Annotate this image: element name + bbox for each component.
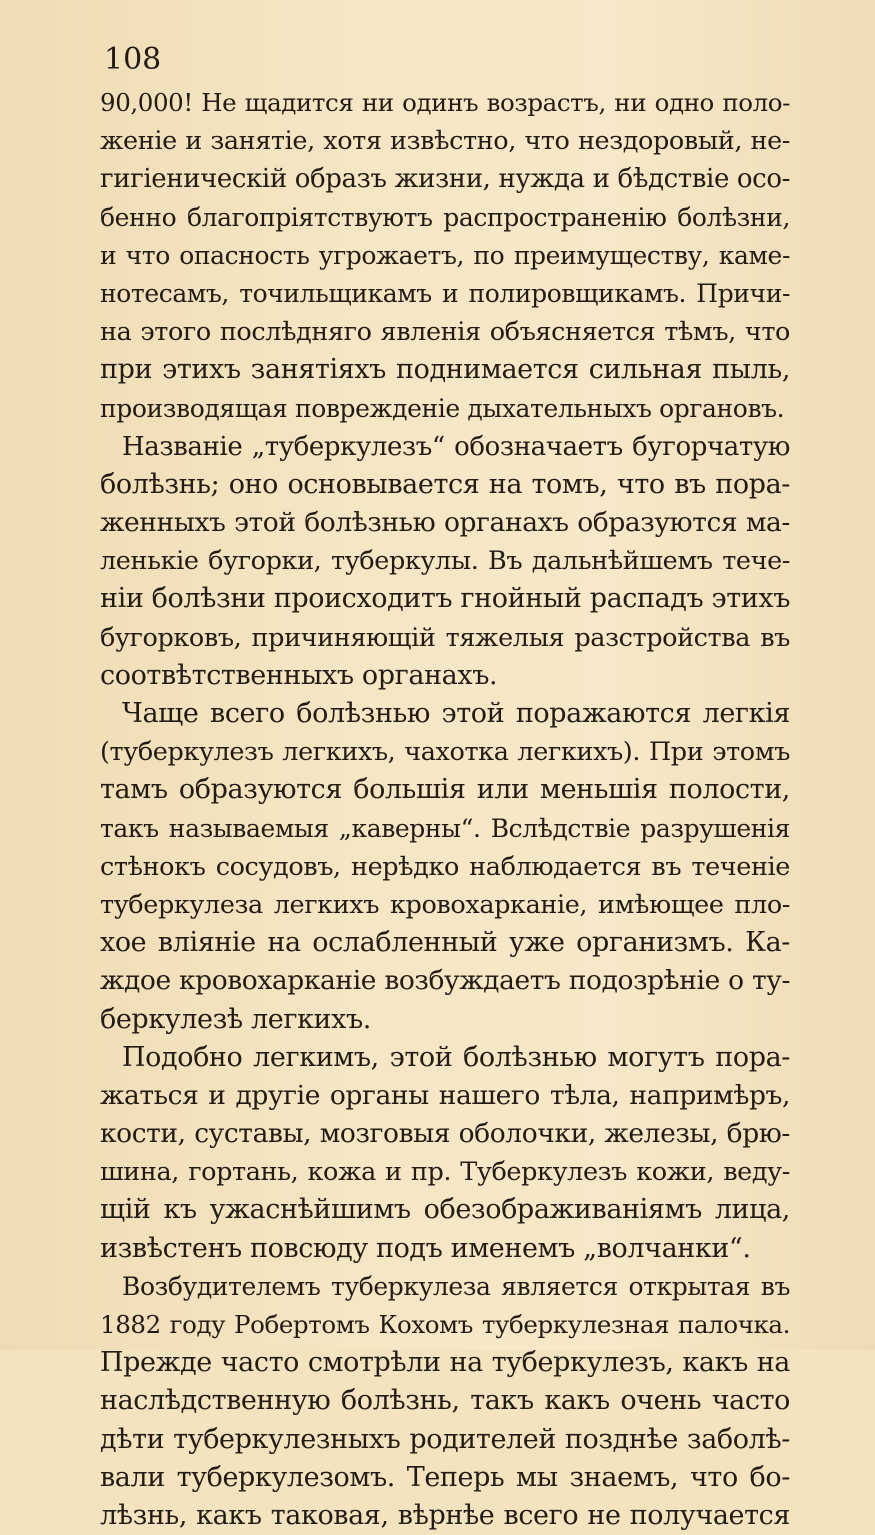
text-line: бугорковъ, причиняющій тяжелыя разстройства въ [100, 622, 790, 653]
text-line: гигіеническій образъ жизни, нужда и бѣдствіе осо- [100, 164, 790, 195]
text-line: нотесамъ, точильщикамъ и полировщикамъ. Причи- [100, 278, 790, 308]
text-line: туберкулеза легкихъ кровохарканіе, имѣющее пло- [100, 889, 790, 920]
text-line: 1882 году Робертомъ Кохомъ туберкулезная палочка. [100, 1310, 790, 1339]
text-line: наслѣдственную болѣзнь, такъ какъ очень часто [100, 1385, 790, 1417]
text-line: бенно благопріятствуютъ распространенію болѣзни, [100, 202, 790, 232]
text-line: жаться и другіе органы нашего тѣла, напримѣръ, [100, 1079, 790, 1111]
text-line: кости, суставы, мозговыя оболочки, железы, брю- [100, 1118, 790, 1150]
text-line: на этого послѣдняго явленія объясняется тѣмъ, что [100, 317, 790, 348]
text-line: шина, гортань, кожа и пр. Туберкулезъ кожи, веду- [100, 1157, 790, 1188]
text-line: ніи болѣзни происходитъ гнойный распадъ этихъ [100, 583, 790, 615]
text-line: вали туберкулезомъ. Теперь мы знаемъ, что бо- [100, 1461, 790, 1493]
text-line: такъ называемыя „каверны“. Вслѣдствіе разрушенія [100, 813, 790, 843]
text-line: Прежде часто смотрѣли на туберкулезъ, какъ на [100, 1347, 790, 1379]
text-line: Возбудителемъ туберкулеза является открытая въ [122, 1271, 790, 1301]
text-line: Чаще всего болѣзнью этой поражаются легкія [122, 698, 790, 729]
text-line: щій къ ужаснѣйшимъ обезображиваніямъ лица, [100, 1194, 790, 1226]
text-line: при этихъ занятіяхъ поднимается сильная пыль, [100, 354, 790, 386]
body-text [100, 84, 790, 1535]
text-line: болѣзнь; оно основывается на томъ, что въ пора- [100, 468, 790, 500]
text-line: беркулезѣ легкихъ. [100, 1003, 371, 1035]
text-line: дѣти туберкулезныхъ родителей позднѣе заболѣ- [100, 1423, 790, 1455]
text-line: женіе и занятіе, хотя извѣстно, что нездоровый, не- [100, 126, 790, 157]
text-line: тамъ образуются большія или меньшія полости, [100, 774, 790, 806]
text-line: и что опасность угрожаетъ, по преимуществу, каме- [100, 240, 790, 270]
text-line: Подобно легкимъ, этой болѣзнью могутъ пора- [122, 1041, 790, 1073]
text-line: Названіе „туберкулезъ“ обозначаетъ бугорчатую [122, 431, 790, 462]
text-line: ждое кровохарканіе возбуждаетъ подозрѣніе о ту- [100, 965, 790, 997]
text-line: производящая поврежденіе дыхательныхъ органовъ. [100, 393, 785, 423]
text-line: извѣстенъ повсюду подъ именемъ „волчанки“. [100, 1232, 751, 1264]
text-line: 90,000! Не щадится ни одинъ возрастъ, ни одно поло- [100, 88, 790, 117]
text-line: стѣнокъ сосудовъ, нерѣдко наблюдается въ теченіе [100, 851, 790, 882]
text-line: хое вліяніе на ослабленный уже организмъ. Ка- [100, 927, 790, 959]
page-number: 108 [104, 42, 162, 77]
text-line: (туберкулезъ легкихъ, чахотка легкихъ). При этомъ [100, 737, 790, 768]
text-line: женныхъ этой болѣзнью органахъ образуются ма- [100, 507, 790, 539]
text-line: ленькіе бугорки, туберкулы. Въ дальнѣйшемъ тече- [100, 546, 790, 577]
text-line: соотвѣтственныхъ органахъ. [100, 659, 498, 691]
text-line: лѣзнь, какъ таковая, вѣрнѣе всего не получается [100, 1499, 790, 1531]
